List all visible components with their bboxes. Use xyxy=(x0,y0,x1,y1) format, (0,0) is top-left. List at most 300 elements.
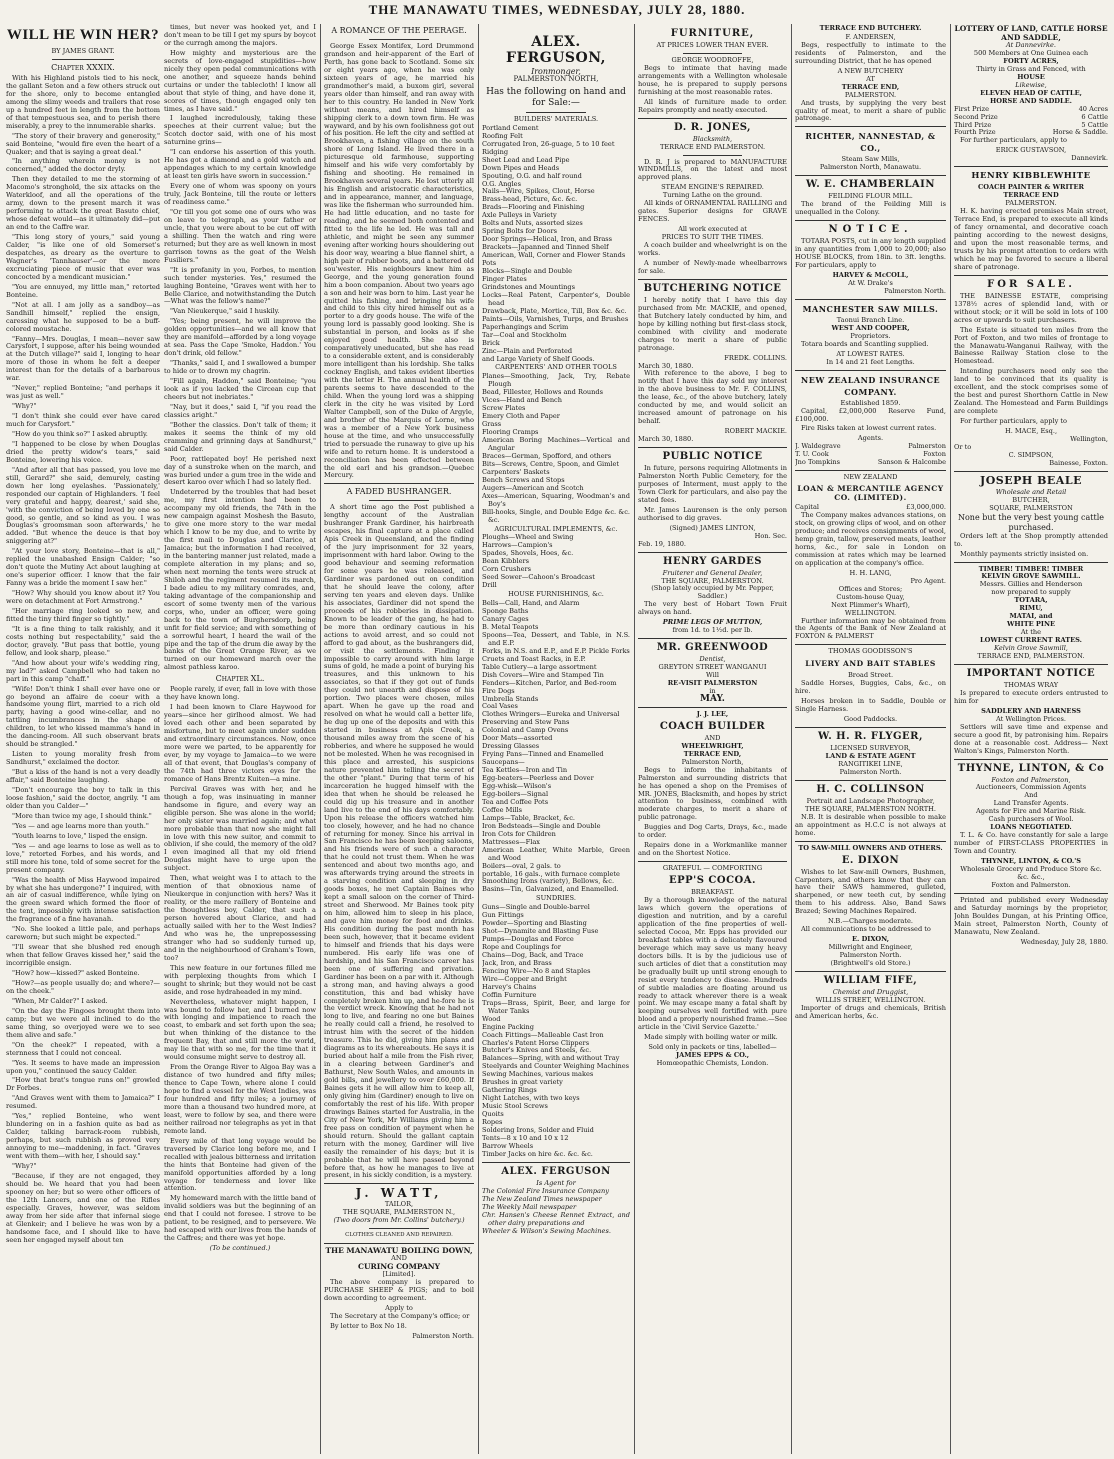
list-builders xyxy=(482,125,630,364)
list-item: Harvey's Chains xyxy=(482,982,537,991)
story-paragraph: "You are ennuyed, my little man," retorted Bonteine. xyxy=(6,282,160,299)
story-body-cont xyxy=(164,24,316,672)
livery-heading: LIVERY AND BAIT STABLES xyxy=(805,659,936,669)
gardes-hobart: The very best of Hobart Town Fruit always on hand. xyxy=(638,600,787,617)
gardes-addr: THE SQUARE, PALMERSTON. xyxy=(661,576,764,585)
imprint: Printed and published every Wednesday and Saturday mornings by the proprietor, John Bouldes Dungan, at his Printing Office, Main street, Palmerston North, County of Manawatu, New Zealand. xyxy=(954,895,1108,936)
list-item: Preserving and Stew Pans xyxy=(482,718,570,727)
loan-capital-label: Capital xyxy=(795,503,819,512)
story-paragraph: "On the cheek?" I repeated, with a sternness that I could not conceal. xyxy=(6,1040,160,1057)
list-item: Egg-boilers—Signal xyxy=(482,789,549,798)
list-item: The Weekly Mail newspaper xyxy=(482,1202,577,1211)
simpson-name: C. SIMPSON, xyxy=(1008,450,1054,459)
watt-title: TAILOR, xyxy=(384,1200,414,1209)
story-paragraph: Percival Graves was with her, and he though a fop, was insinuating in manner handsome in figure, and every way an eligible person. She was alone in the world; her only sister was married again; and what more probable than that now she might fall in love with this new suitor, and commit to oblivion, if she could, the memory of the old? I even imagined all that my old friend Douglas might have to urge upon the subject. xyxy=(164,784,316,873)
beale-addr: SQUARE, PALMERSTON xyxy=(989,503,1073,512)
list-item: Corrugated Iron, 26-guage, 5 to 10 feet xyxy=(482,139,615,148)
simpson-place: Bainesse, Foxton. xyxy=(1049,458,1108,467)
list-item: Tents—8 x 10 and 10 x 12 xyxy=(482,1133,569,1142)
list-sundries xyxy=(482,904,630,1159)
chapter-heading: Chapter XXXIX. xyxy=(51,62,115,72)
jones-rail: All kinds of ORNAMENTAL RAILLING and gates. Superior designs for GRAVE FENCES. xyxy=(638,199,787,224)
greenwood-name: MR. GREENWOOD xyxy=(656,642,769,654)
list-item: Screw Plates xyxy=(482,404,526,413)
greenwood-trade: Dentist, xyxy=(699,655,726,664)
boiling-town: Palmerston North. xyxy=(412,1331,474,1340)
lottery-heading: LOTTERY OF LAND, CATTLE HORSE AND SADDLE, xyxy=(954,24,1108,42)
kelvin-name-2: Kelvin Grove Sawmill, xyxy=(994,644,1068,653)
story-paragraph: With his Highland pistols tied to his neck, the gallant Seton and a few others struck out for the shore, only to become entangled among the slimy weeds and trailers that rose up a hundred feet in length from the bottom of that tempestuous sea, and to perish there miserably, a prey to the innumerable sharks. xyxy=(6,73,160,130)
column-ads-c xyxy=(954,24,1108,1452)
fife-trade: Chemist and Druggist, xyxy=(832,988,909,997)
list-item: Bench Screws and Stops xyxy=(482,475,565,484)
livery-broken: Horses broken in to Saddle, Double or Single Harness. xyxy=(795,697,946,714)
epps-company: JAMES EPPS & CO., xyxy=(675,1051,750,1060)
list-item: Flooring Cramps xyxy=(482,428,539,437)
loan-capital-value: £3,000,000. xyxy=(906,503,946,512)
gardes-shop: (Shop lately occupied by Mr. Pepper, Saddler.) xyxy=(651,584,774,601)
lee-town: Palmerston North, xyxy=(681,757,744,766)
gardes-name: HENRY GARDES xyxy=(663,555,762,567)
andersen-body: Begs, respectfully to intimate to the residents of Palmerston, and the surrounding District, that he has opened xyxy=(795,40,946,65)
list-item: Emery Cloth and Paper xyxy=(482,412,560,421)
list-item: Paints—Oils, Varnishes, Turps, and Brushes xyxy=(482,314,629,323)
wray-name: THOMAS WRAY xyxy=(1003,680,1059,689)
mace-place: Wellington, xyxy=(1070,434,1108,443)
story-paragraph: "Fill again, Haddon," said Bonteine; "you look as if you lacked the Circean cup that cheers but not inebriates." xyxy=(164,377,316,401)
story-paragraph: "And Graves went with them to Jamaica?" I resumed. xyxy=(6,1094,160,1111)
greenwood-street: GREYTON STREET WANGANUI xyxy=(658,663,767,672)
agent-row: Jno Tompkins Sanson & Halcombe xyxy=(795,458,946,467)
woodroffe-body: Begs to intimate that having made arrangements with a Wellington wholesale house, he is prepared to supply persons furnishing at the most reasonable rates. xyxy=(638,63,787,96)
dixon-trade: Millwright and Engineer, xyxy=(828,943,913,952)
furniture-heading: FURNITURE, xyxy=(670,28,755,39)
chapter-heading-2: Chapter XL. xyxy=(215,674,265,684)
story-paragraph: "Yes; being present, he will improve the golden opportunities—and we all know that they are manifold—afforded by a long voyage at sea. Pass the Cape 'Smoke, Haddon.' You don't drink, old fellow." xyxy=(164,317,316,358)
thynne-store: Wholesale Grocery and Produce Store &c. &c. &c., xyxy=(960,865,1102,881)
boiling-curing: CURING COMPANY xyxy=(357,1262,441,1272)
fife-importer: Importer of drugs and chemicals, British and American herbs, &c. xyxy=(795,1003,946,1020)
list-item: Barrow Wheels xyxy=(482,1141,534,1150)
kelvin-place: TERRACE END, PALMERSTON. xyxy=(977,652,1085,660)
list-item: Brick xyxy=(482,338,500,347)
story-paragraph: "Fanny—Mrs. Douglas, I mean—never saw Carysfort, I suppose, after his being wounded at the Dutch village?" said I, longing to hear more of those in whom he felt a deeper interest than for the details of a barbarous war. xyxy=(6,334,160,383)
list-item: The Colonial Fire Insurance Company xyxy=(482,1186,609,1195)
nz-insurance-heading: NEW ZEALAND INSURANCE COMPANY. xyxy=(800,374,941,397)
kibblewhite-palm: PALMERSTON. xyxy=(1005,199,1057,208)
list-item: The New Zealand Times newspaper xyxy=(482,1194,602,1203)
story-paragraph: "In anything wherein money is not concerned," added the doctor dryly. xyxy=(6,157,160,174)
jones-lathe: Turning Lathe on the ground. xyxy=(662,191,763,200)
list-item: Ropes xyxy=(482,1118,503,1127)
column-articles xyxy=(324,24,474,1452)
list-item: Portland Cement xyxy=(482,123,539,132)
story-paragraph: "Her marriage ring looked so new, and fitted the tiny third finger so tightly." xyxy=(6,607,160,623)
list-agencies xyxy=(482,1188,630,1236)
livery-paddocks: Good Paddocks. xyxy=(843,715,898,724)
kibblewhite-body: H. K. having erected premises Main street, Terrace End, is prepared to execute all kinds of fancy ornamental, and decorative coach painting according to the newest designs, and upon the most reasonable terms, and trusts by his prompt attention to orders with which he may be favored to secure a liberal share of patronage. xyxy=(954,207,1108,271)
list-item: Steelyards and Counter Weighing Machines xyxy=(482,1062,630,1071)
list-item: Balances—Spring, with and without Tray xyxy=(482,1054,620,1063)
story-paragraph: This new feature in our fortunes filled me with perplexing thoughts from which I sought to shrink; but they would not be cast aside, and rose hydraheaded in my mind. xyxy=(164,963,316,996)
story-paragraph: "I'll swear that she blushed red enough when that fellow Graves kissed her," said the incorrigible ensign. xyxy=(6,943,160,968)
bainesse-orto: Or to xyxy=(954,442,972,451)
harvey-name: HARVEY & McCOLL, xyxy=(832,271,909,280)
list-item: Fencing Wire—No 8 and Staples xyxy=(482,966,591,975)
section-house: HOUSE FURNISHINGS, &c. xyxy=(508,590,604,599)
feilding-brand: The brand of the Feilding Mill is unequalled in the Colony. xyxy=(795,200,946,217)
nz-insurance-agents: Agents. xyxy=(857,434,884,443)
feilding-mill: FEILDING FLOUR MILL. xyxy=(828,192,913,201)
gardes-prime: PRIME LEGS OF MUTTON, xyxy=(662,618,763,627)
kelvin-now: now prepared to supply xyxy=(991,588,1071,597)
kibblewhite-terrace: TERRACE END xyxy=(1003,191,1059,200)
list-item: Tar—Coal and Stockholm xyxy=(482,330,567,339)
flyger-licensed: LICENSED SURVEYOR, xyxy=(830,744,911,753)
list-item: Mattresses—Flax xyxy=(482,837,541,846)
lottery-horse: HORSE AND SADDLE. xyxy=(990,96,1072,105)
dixon-nb: N.B.—Charges moderate. xyxy=(827,917,914,926)
list-item: Gathering Rings xyxy=(482,1086,537,1095)
dixon-store: (Brightwell's old Store.) xyxy=(830,959,911,968)
list-item: Music Stool Screws xyxy=(482,1102,548,1111)
nz-insurance-fire: Fire Risks taken at lowest current rates. xyxy=(801,424,937,433)
story-paragraph: "Yes. It seems to have made an impression upon you," continued the saucy Calder. xyxy=(6,1058,160,1075)
list-item: Coffee Mills xyxy=(482,805,523,814)
ferguson-name-2: ALEX. FERGUSON xyxy=(501,1165,611,1177)
list-item: Dish Covers—Wire and Stamped Tin xyxy=(482,670,604,679)
goodisson-name: THOMAS GOODISSON'S xyxy=(828,647,913,656)
story-paragraph: "I happened to be close by when Douglas dried the pretty widow's tears," said Bonteine, lowering his voice. xyxy=(6,439,160,464)
list-item: Rope and Couplings for xyxy=(482,943,561,952)
story-paragraph: "How that brat's tongue runs on!" growled Dr Forbes. xyxy=(6,1076,160,1093)
story-author: BY JAMES GRANT. xyxy=(51,47,115,55)
public-notice-body-2: Mr. James Laurensen is the only person authorised to dig graves. xyxy=(638,505,787,522)
list-item: and Large Variety of Shelf Goods. xyxy=(482,354,595,363)
mackie-date: March 30, 1880. xyxy=(638,435,694,444)
story-paragraph: Then, what weight was I to attach to the mention of that obnoxious name of Nieukerque in conjunction with hers? Was it reality, or the mere raillery of Bonteine and the thoughtless boy, Calder, that such a person hovered about Clarice, and had actually sailed with her to the West Indies? And who was he, the unprepossessing stranger who had so suddenly turned up, and in the neighbourhood of Graham's Town, too? xyxy=(164,874,316,962)
list-item: Jack, Iron, and Brass xyxy=(482,958,552,967)
thynne-cash: Cash purchasers of Wool. xyxy=(988,815,1074,824)
list-item: Bolts and Nuts, assorted sizes xyxy=(482,219,583,228)
story-paragraph: "Why?" xyxy=(12,1162,37,1170)
watt-name: J. WATT, xyxy=(355,1186,443,1201)
list-item: Traps—Brass, Spirit, Beer, and large for Water Tanks xyxy=(482,998,630,1015)
lottery-members: 500 Members at One Guinea each xyxy=(973,48,1089,57)
greenwood-may: MAY. xyxy=(700,693,725,704)
list-item: American Boring Machines—Vertical and Angular xyxy=(482,436,630,452)
list-item: Table Cutlery—a large assortment xyxy=(482,662,597,671)
story-paragraph: times, but never was hooked yet, and I don't mean to be till I get my spurs by boycot or the curragh among the majors. xyxy=(164,24,316,47)
list-item: Coal Vases xyxy=(482,702,518,711)
watt-tag: CLOTHES CLEANED AND REPAIRED. xyxy=(345,1232,453,1239)
to-be-continued: (To be continued.) xyxy=(209,1244,271,1253)
collinson-nb: N.B. It is desirable when possible to make an appointment as H.C.C is not always at home. xyxy=(795,812,946,837)
jones-name: D. R. JONES, xyxy=(673,121,752,133)
dixon-name: E. DIXON xyxy=(841,854,900,866)
public-notice-date: Feb. 19, 1880. xyxy=(638,539,686,548)
story-paragraph: "Or till you got some one of ours who was on leave to telegraph, as your father or uncle, that you were about to be cut off with a shilling. Then the watch and ring were returned; but they are as well known in most garrison towns as the goat of the Welsh Fusiliers." xyxy=(164,207,316,264)
boiling-body: The above company is prepared to PURCHASE SHEEP & PIGS; and to boil down according to agreement. xyxy=(324,1278,474,1302)
list-tools xyxy=(482,373,630,524)
kibblewhite-name: HENRY KIBBLEWHITE xyxy=(971,171,1091,182)
totara-body: TOTARA POSTS, cut in any length supplied in any quantities from 1,000 to 20,000; also HOUSE BLOCKS, from 18in. to 3ft. lengths. For particulars, apply to xyxy=(795,237,946,270)
timber-at: At the xyxy=(1020,628,1042,637)
thynne-loans: LOANS NEGOTIATED. xyxy=(990,823,1072,832)
woodroffe-name: GEORGE WOODROFFE, xyxy=(671,55,754,64)
dixon-town: Palmerston North. xyxy=(839,951,902,960)
furniture-sub: AT PRICES LOWER THAN EVER. xyxy=(656,41,769,49)
loan-heading-1: NEW ZEALAND xyxy=(843,473,898,482)
kelvin-messrs: Messrs. Gillies and Henderson xyxy=(979,580,1083,589)
story-paragraph: How mighty and mysterious are the secrets of love-engaged stupidities—how nicely they open pedal communications with one another, and squeeze hands behind curtains or under the tablecloth! I know all about that style of thing, and have done it, scores of times, though engaged only ten times, as I have said." xyxy=(164,48,316,113)
list-item: Paperhangings and Scrim xyxy=(482,322,569,331)
gardes-trade: Fruiterer and General Dealer, xyxy=(662,568,763,577)
thynne-place-2: Foxton and Palmerston. xyxy=(991,880,1071,889)
story-paragraph: "No. She looked a little pale, and perhaps careworn; but such might be expected." xyxy=(6,925,160,942)
story-paragraph: "How? how—kissed?" asked Bonteine. xyxy=(12,969,140,978)
thynne-name: THYNNE, LINTON, & Co xyxy=(957,762,1105,774)
jones-times: PRICES TO SUIT THE TIMES. xyxy=(661,233,764,242)
story-paragraph: "The story of their bravery and generosity," said Bonteine, "would fire even the heart of a Quaker; and that is saying a great deal." xyxy=(6,131,160,156)
story-paragraph: "Thanks," said I, and I swallowed a bumper to hide or to drown my chagrin. xyxy=(164,359,316,376)
collinson-name: H. C. COLLINSON xyxy=(816,783,925,795)
kelvin-heading: KELVIN GROVE SAWMILL. xyxy=(981,572,1081,581)
andersen-new: A NEW BUTCHERY xyxy=(837,66,904,75)
epps-made: Made simply with boiling water or milk. xyxy=(644,1033,778,1042)
story-paragraph: Every mile of that long voyage would be traversed by Clarice long before me, and I recalled with jealous bitterness and irritation the hints that Bonteine had given of the manifold opportunities afforded by a long voyage for tenderness and lover like attention. xyxy=(164,1136,316,1193)
list-item: Cruets and Toast Racks, in E.P. xyxy=(482,654,586,663)
list-item: American Leather, White Marble, Green and Wood xyxy=(482,845,630,862)
story-paragraph: "How do you think so?" I asked abruptly. xyxy=(12,429,148,438)
story-paragraph: "Nay, but it does," said I, "if you read the classics aright." xyxy=(164,402,316,419)
flyger-town: Palmerston North. xyxy=(839,767,902,776)
story-paragraph: "Don't encourage the boy to talk in this loose fashion," said the doctor, angrily. "I am older than you Calder—" xyxy=(6,786,160,810)
story-paragraph: Then they detailed to me the storming of Macomo's stronghold, the six attacks on the Waterkloof, and all the operations of the army, down to the present march it was performing to attack the great Basuto chief, whose defeat would—as it ultimately did—put an end to the Caffre war. xyxy=(6,175,160,232)
lang-name: H. H. LANG, xyxy=(849,568,892,577)
section-builders: BUILDERS' MATERIALS. xyxy=(513,114,599,123)
lottery-place: At Dannevirke. xyxy=(1006,41,1056,49)
erick-name: ERICK GUSTAVSON, xyxy=(995,146,1067,155)
article-bushranger xyxy=(324,504,474,1180)
prize-row: Fourth Prize Horse & Saddle. xyxy=(954,128,1108,137)
story-paragraph: "More than twice my age, I should think." xyxy=(12,811,152,820)
thynne-place: Foxton and Palmerston, xyxy=(991,775,1071,784)
west-prop: Proprietors. xyxy=(850,331,891,340)
list-item: Bits—Screws, Centre, Spoon, and Gimlet xyxy=(482,459,620,468)
beale-none: None but the very best young cattle purchased. xyxy=(957,512,1105,532)
story-paragraph: "Yes," replied Bonteine, who went blundering on in a fashion quite as bad as Calder, talking barrack-room rubbish, perhaps, but such rubbish as proved very annoying to me—maddening, in fact. "Graves went with them—with her, I should say." xyxy=(6,1112,160,1161)
prize-row: Third Prize 5 Cattle xyxy=(954,120,1108,129)
list-item: Pumps—Douglas and Force xyxy=(482,935,574,944)
story-paragraph: "I can endorse his assertion of this youth. He has got a diamond and a gold watch and appendages which to my certain knowledge at least ten girls have sworn in succession." xyxy=(164,148,316,181)
agent-row: J. Waldegrave Palmerston xyxy=(795,442,946,451)
timber-matai: MATAI, and xyxy=(1009,612,1053,621)
prize-row: Second Prize 6 Cattle xyxy=(954,112,1108,121)
loan-plimmer: Next Plimmer's Wharf), xyxy=(831,600,910,609)
gardes-price: from 1d. to 1½d. per lb. xyxy=(672,626,753,635)
wray-saddlery: SADDLERY AND HARNESS xyxy=(981,706,1081,715)
flyger-name: W. H. R. FLYGER, xyxy=(818,731,923,743)
collins-date: March 30, 1880. xyxy=(638,361,694,370)
livery-street: Broad Street. xyxy=(847,671,894,680)
jones-coach: A coach builder and wheelwright is on the works. xyxy=(638,241,787,258)
story-paragraph: Every one of whom was spoony on yours truly, Jack Bonteine, till the route or letters of readiness came." xyxy=(164,182,316,207)
andersen-name: F. ANDERSEN, xyxy=(845,32,896,41)
boiling-and: AND xyxy=(391,1254,407,1263)
article-paragraph: A short time ago the Post published a lengthy account of the Australian bushranger Frank Gardiner, his hairbreath escapes, his final capture at a place called Apis Creek in Queensland, and the finding of the jury imprisonment for 32 years, imprisonment with hard labor. Owing to the good behaviour and seeming reformation for some years he was released, and Gardiner was pardoned out on condition that he should leave the colony, after serving ten years and eleven days. Unlike his associates, Gardiner did not spend the proceeds of his robberies in dissipation. Known to be leader of the gang, he had to be more than ordinary cautious in his actions to avoid arrest, and so could not afford to gad about, as the bushrangers did, or visit the settlements. Finding it impossible to carry around with him large sums of gold, he made a point of burying his treasures, and this unknown to his associates, so that if they got out of funds they could not unearth and dispose of his portion. Two places were chosen, miles apart. When he gave up the road and resolved on what he would call a better life, he dug up one of the deposits and with this started in business at Apis Creek, a thousand miles away from the scene of his robberies, and where he supposed he would not be molested. When he was recognised in this place and arrested, his suspicions nature prevented him telling the secret of the other "plant." During that term of his incarceration he hugged himself with the idea that when he should be released he could dig up his treasure and in another land live to the end of his days comfortably. Upon his release the officers watched him too closely, however, and he had no chance of returning for money. Since his arrival in San Francisco he has been keeping saloons, and his friends were of such a character that he could not trust them. When he was sentenced and about two months ago, and was afterwards trying around the streets in a starving condition and sleeping in dry goods boxes, he met Captain Baines who kept a small saloon on the corner of Third-street and Sherwood. Mr Baines took pity on him, allowed him to sleep in his place, and gave him money for food and drinks. His condition during the past month has been such, however, that it became evident to himself and friends that his days were numbered. His early life was one of hardship, and his San Francisco career has been one of suffering and privation. Gardiner has been on a par with it. Although a strong man, and having always a good constitution, this and bad whisky have completely broken him up, and he-fore he is the verdict wreck. Knowing that he had not long to live, and fearing no one but Baines he really could call a friend, he resolved to intrust him with the secret of the hidden treasure. This he did, giving him plans and diagrams as to its whereabouts. He says it is buried about half a mile from the Fish river, in a clearing between Gardiner's and Bathurst, New South Wales, and amounts in gold bills, and jewellery to over £60,000. If Baines gets it he will allow him to keep all, only giving him (Gardiner) enough to live on comfortably the rest of his life. With proper drawings Baines started for Australia, in the City of New York, Mr Williams giving him a free pass on condition of payment when he should return. Should the gallant captain return with the money, Gardiner will live easily the remainder of his days; but it is probable that he will have passed beyond before that, as how he manages to live at present, in his sickly condition, is a mystery. xyxy=(324,503,474,1180)
list-item: Grindstones and Mountings xyxy=(482,282,575,291)
loan-body: The Company makes advances stations, on stock, on growing clips of wool, and on other produce; and receives consignments of wool, hemp grain, tallow, preserved meats, leather horns, &c., for sale in London on commission at rates which may be learned on application at the company's office. xyxy=(795,511,946,567)
loan-heading-2: LOAN & MERCANTILE AGENCY CO. (LIMITED). xyxy=(797,484,944,503)
list-item: Corn Crushers xyxy=(482,565,532,574)
list-item: Charles's Patent Horse Clippers xyxy=(482,1038,590,1047)
story-body xyxy=(6,75,160,1245)
prize-list xyxy=(954,106,1108,138)
list-item: Fire Dogs xyxy=(482,686,515,695)
lottery-likewise: Likewise, xyxy=(1015,80,1047,89)
list-item: Saucepans— xyxy=(482,758,525,767)
harvey-drake: At W. Drake's xyxy=(848,278,893,287)
list-item: Tea Kettles—Iron and Tin xyxy=(482,766,568,775)
list-item: Sponge Baths xyxy=(482,607,529,616)
greenwood-in: in xyxy=(709,687,716,695)
list-item: Frying Pans—Tinned and Enamelled xyxy=(482,750,604,759)
list-item: B. Metal Teapots xyxy=(482,622,539,631)
important-heading: IMPORTANT NOTICE xyxy=(966,667,1096,679)
nz-insurance-est: Established 1859. xyxy=(840,398,901,407)
jones-barrow: A number of Newly-made wheelbarrows for sale. xyxy=(638,258,787,275)
manchester-heading: MANCHESTER SAW MILLS. xyxy=(802,303,939,314)
story-paragraph: "I don't think she could ever have cared much for Carysfort." xyxy=(6,412,160,429)
agents-list xyxy=(795,443,946,467)
list-item: Powder—Sporting and Blasting xyxy=(482,919,587,928)
beale-orders: Orders left at the Shop promptly attended to. xyxy=(954,531,1108,548)
list-item: Augers—American and Scotch xyxy=(482,483,584,492)
list-item: Wire—Copper and Bright xyxy=(482,974,567,983)
list-item: Bead, Fillester, Hollows and Rounds xyxy=(482,388,604,397)
article-paragraph: George Essex Montifex, Lord Drummond grandson and heir-apparent of the Earl of Perth, has gone back to Scotland. Some six or eight years ago, when he was only sixteen years of age, he married his grandmother's maid, a buxom girl, several years older than himself, and ran away with her to this country. He landed in New York without means, and hired himself as shipping clerk to a down town firm. He was wayward, and by his own foolishness got out of his position. He left the city and settled at Brookhaven, a fishing village on the south shore of Long Island. He lived there in a picturesque old farmhouse, supporting himself and his wife very comfortably by fishing and shooting. He remained in Brookhaven several years. He lost utterly all his English and aristocratic characteristics, and in appearance, manner, and language, was like the fisherman who surrounded him. He had little education, and no taste for reading, and he seemed both contented and fitted to the life he led. He was tall and athletic, and might be seen any summer evening after working hours shouldering out his door way, wearing a blue flannel shirt, a high pair of rubber boots, and a battered old sou'wester. His neighbours knew him as George, and the young generation found him a boon companion. About two years ago a son and heir was born to him. Last year he quitted his fishing, and bringing his wife and child to this city hired himself out as a porter to a dry goods house. The wife of the young lord is passably good looking. She is substantial in person, and looks as if she enjoyed good health. She also is comparatively uneducated, but she has read to a considerable extent, and is considerably more intelligent than his lordship. She talks cockney English, and takes evident liberties with the letter H. The annual health of the parents seems to have descended to the child. When the young lord was a shipping clerk in the city he was visited by Lord Walter Campbell, son of the Duke of Argyle, and brother of the Marquis of Lorne, who was a member of a New York business house at the time, and who unsuccessfully tried to persuade the runaway to give up his wife and to return home. It is understood a reconciliation has been effected between the old earl and his grandson.—Quebec Mercury. xyxy=(324,42,474,480)
kibblewhite-trade: COACH PAINTER & WRITER xyxy=(978,183,1084,192)
epps-grateful: GRATEFUL — COMFORTING xyxy=(662,864,763,873)
timber-lowest: LOWEST CURRENT RATES. xyxy=(980,636,1082,645)
bainesse-further: For further particulars, apply to xyxy=(960,417,1068,426)
collinson-addr: THE SQUARE, PALMERSTON NORTH. xyxy=(804,804,937,813)
manchester-branch: Taonui Branch Line. xyxy=(836,315,905,324)
fife-addr: WILLIS STREET, WELLINGTON. xyxy=(815,995,926,1004)
list-item: Spades, Shovels, Hoes, &c. xyxy=(482,549,574,558)
story-paragraph: "It is profanity in you, Forbes, to mention such tender mysteries. Yes," resumed the laughing Bonteine, "Graves went with her to Belle Clarice, and notwithstanding the Dutch—What was the fellow's name?" xyxy=(164,265,316,306)
mackie-body: With reference to the above, I beg to notify that I have this day sold my interest in the above business to Mr. F. COLLINS, the lease, &c., of the above butchery, lately conducted by me, and would solicit an increased amount of patronage on his behalf. xyxy=(638,369,787,426)
column-ads-b xyxy=(795,24,946,1452)
list-item: Wood xyxy=(482,1014,501,1023)
list-item: Door Springs—Helical, Iron, and Brass xyxy=(482,235,613,244)
west-cooper: WEST AND COOPER, xyxy=(831,323,910,332)
list-item: Drill xyxy=(482,581,497,590)
list-item: Nails—Wire, Spikes, Clout, Horse xyxy=(482,187,595,196)
story-paragraph: "On the day the Fingoes brought them into camp; but we were all inclined to do the same thing, so overjoyed were we to see them alive and safe." xyxy=(6,1006,160,1039)
timber-rimu: RIMU, xyxy=(1019,604,1043,613)
boiling-apply: Apply to xyxy=(385,1303,413,1312)
agent-row: T. U. Cook Foxton xyxy=(795,450,946,459)
column-serial-story-cont xyxy=(164,24,316,1452)
list-item: Seed Sower—Cahoon's Broadcast xyxy=(482,573,595,582)
ferguson-agent: Is Agent for xyxy=(536,1178,576,1187)
story-paragraph: "At your love story, Bonteine—that is all," replied the unabashed Ensign Calder; "so don't quote the Mutiny Act about laughing at one's superior officer. I know that the fair Fanny was a bride the moment I saw her." xyxy=(6,547,160,588)
story-paragraph: Nevertheless, whatever might happen, I was bound to follow her, and I burned now with longing and impatience to reach the coast, to embark and set forth upon the sea; but when thinking of the distance to the frequent Bay, that and still more the world, may lie that with so me, for the time that it would consume might serve to destroy all. xyxy=(164,997,316,1062)
list-item: Umbrella Stands xyxy=(482,694,539,703)
list-item: Wheeler & Wilson's Sewing Machines. xyxy=(482,1226,611,1235)
boiling-title: THE MANAWATU BOILING DOWN, xyxy=(325,1246,473,1256)
loan-wellington: WELLINGTON. xyxy=(844,608,897,617)
list-item: Timber Jacks on hire &c. &c. &c. xyxy=(482,1149,593,1158)
list-item: Axle Pulleys in Variety xyxy=(482,211,557,220)
lee-name: J. J. LEE, xyxy=(696,709,729,718)
list-item: Night Latches, with two keys xyxy=(482,1094,580,1103)
list-item: Bells—Call, Hand, and Alarm xyxy=(482,599,580,608)
beale-name: JOSEPH BEALE xyxy=(980,473,1082,487)
list-item: Ridging xyxy=(482,147,509,156)
list-item: Coach Fittings—Malleable Cast Iron xyxy=(482,1030,604,1039)
lottery-further: For further particulars, apply to xyxy=(960,136,1068,145)
story-paragraph: "When, Mr Calder?" I asked. xyxy=(12,996,108,1005)
list-item: Door Mats—assorted xyxy=(482,734,553,743)
list-item: Spouting, O.G. and half round xyxy=(482,171,582,180)
epps-cocoa: EPP'S COCOA. xyxy=(668,875,756,887)
story-paragraph: From the Orange River to Algoa Bay was a distance of two hundred and fifty miles; thence to Cape Town, where alone I could hope to find a vessel for the West Indies, was four hundred and fifty miles; a journey of more than a thousand two hundred more, at least, were to follow by sea, and there were neither railroad nor telegraphs as yet in that remote land. xyxy=(164,1063,316,1135)
story-paragraph: "Wife! Don't think I shall ever have one or go beyond an affaire de coeur with a handsome young flirt, married to a rich old party, having a good wine-cellar, and no tattling incumbrances in the shape of children, to let who kissed mamma's hand in the dancing-room. All such observant brats should be strangled." xyxy=(6,684,160,749)
mace-name: H. MACE, Esq., xyxy=(1004,427,1058,436)
story-paragraph: "It is a fine thing to talk rakishly, and it costs nothing but respectability," said the doctor, gravely. "But pass that bottle, young fellow, and look sharp, please." xyxy=(6,624,160,657)
list-item: American, Wall, Corner and Flower Stands xyxy=(482,251,626,260)
story-paragraph: "Yes — and age learns to lose as well as to love," retorted Forbes, and his words, and still more his tone, told of some secret for the present company. xyxy=(6,841,160,874)
erick-place: Dannevirk. xyxy=(1071,154,1108,163)
list-item: Quoits xyxy=(482,1110,504,1119)
butchering-heading: BUTCHERING NOTICE xyxy=(643,282,782,294)
story-paragraph: "And how about your wife's wedding ring, my lad?" asked Campbell who had taken no part in this camp "chaff." xyxy=(6,658,160,683)
woodroffe-body-2: All kinds of furniture made to order. Repairs promptly and neatly executed. xyxy=(638,97,787,114)
epps-breakfast: BREAKFAST. xyxy=(690,888,735,897)
list-item: Shot—Dynamite and Blasting Fuse xyxy=(482,927,599,936)
jones-steam: STEAM ENGINE'S REPAIRED. xyxy=(661,183,764,192)
list-item: Blocks—Single and Double xyxy=(482,267,573,276)
timber-pine: WHITE PINE xyxy=(1006,620,1056,629)
list-item: Gun Fittings xyxy=(482,911,524,920)
list-item: Forks, in N.S. and E.P., and E.P. Pickle Forks xyxy=(482,646,630,655)
jones-trade: Blacksmith, xyxy=(692,134,733,143)
list-item: Brushes in great variety xyxy=(482,1078,563,1087)
story-paragraph: "But a kiss of the hand is not a very deadly affair," said Bonteine laughing. xyxy=(6,768,160,785)
list-item: Braces—German, Spofford, and others xyxy=(482,451,612,460)
lottery-thirty: Thirty in Grass and Fenced, with xyxy=(976,64,1086,73)
list-item: Guns—Single and Double-barrel xyxy=(482,903,590,912)
chamberlain-name: W. E. CHAMBERLAIN xyxy=(806,179,935,191)
livery-saddle: Saddle Horses, Buggies, Cabs, &c., on hire. xyxy=(795,679,946,696)
richter-steam: Steam Saw Mills, xyxy=(841,155,900,164)
list-item: Chains—Dog, Back, and Trace xyxy=(482,951,584,960)
list-item: Lamps—Table, Bracket, &c. xyxy=(482,813,576,822)
list-item: Brackets—Japanned and Tinned Shelf xyxy=(482,243,609,252)
story-paragraph: "Van Nieukerque," said I huskily. xyxy=(170,307,280,316)
list-item: Drawback, Plate, Mortice, Till, Box &c. &c. xyxy=(482,306,627,315)
story-paragraph: I had been known to Clare Haywood for years—since her girlhood almost. We had loved each other and been separated by misfortune, but to meet again under sudden and extraordinary circumstances. Now, once more were we parted, to be apparently for ever, by my voyage to Jamaica—to we were all of that event, that Douglas's company of the 74th had three victors eyes for the romance of Hans Brentz Kuiten—a mine. xyxy=(164,703,316,783)
lee-wheel: WHEELWRIGHT, xyxy=(681,741,744,750)
story-paragraph: "Never," replied Bonteine; "and perhaps it was just as well." xyxy=(6,384,160,401)
list-item: Engine Packing xyxy=(482,1022,534,1031)
boiling-sec: The Secretary at the Company's office; or xyxy=(330,1311,470,1320)
fife-name: WILLIAM FIFE, xyxy=(823,975,918,987)
mackie-sign: ROBERT MACKIE. xyxy=(724,427,787,436)
